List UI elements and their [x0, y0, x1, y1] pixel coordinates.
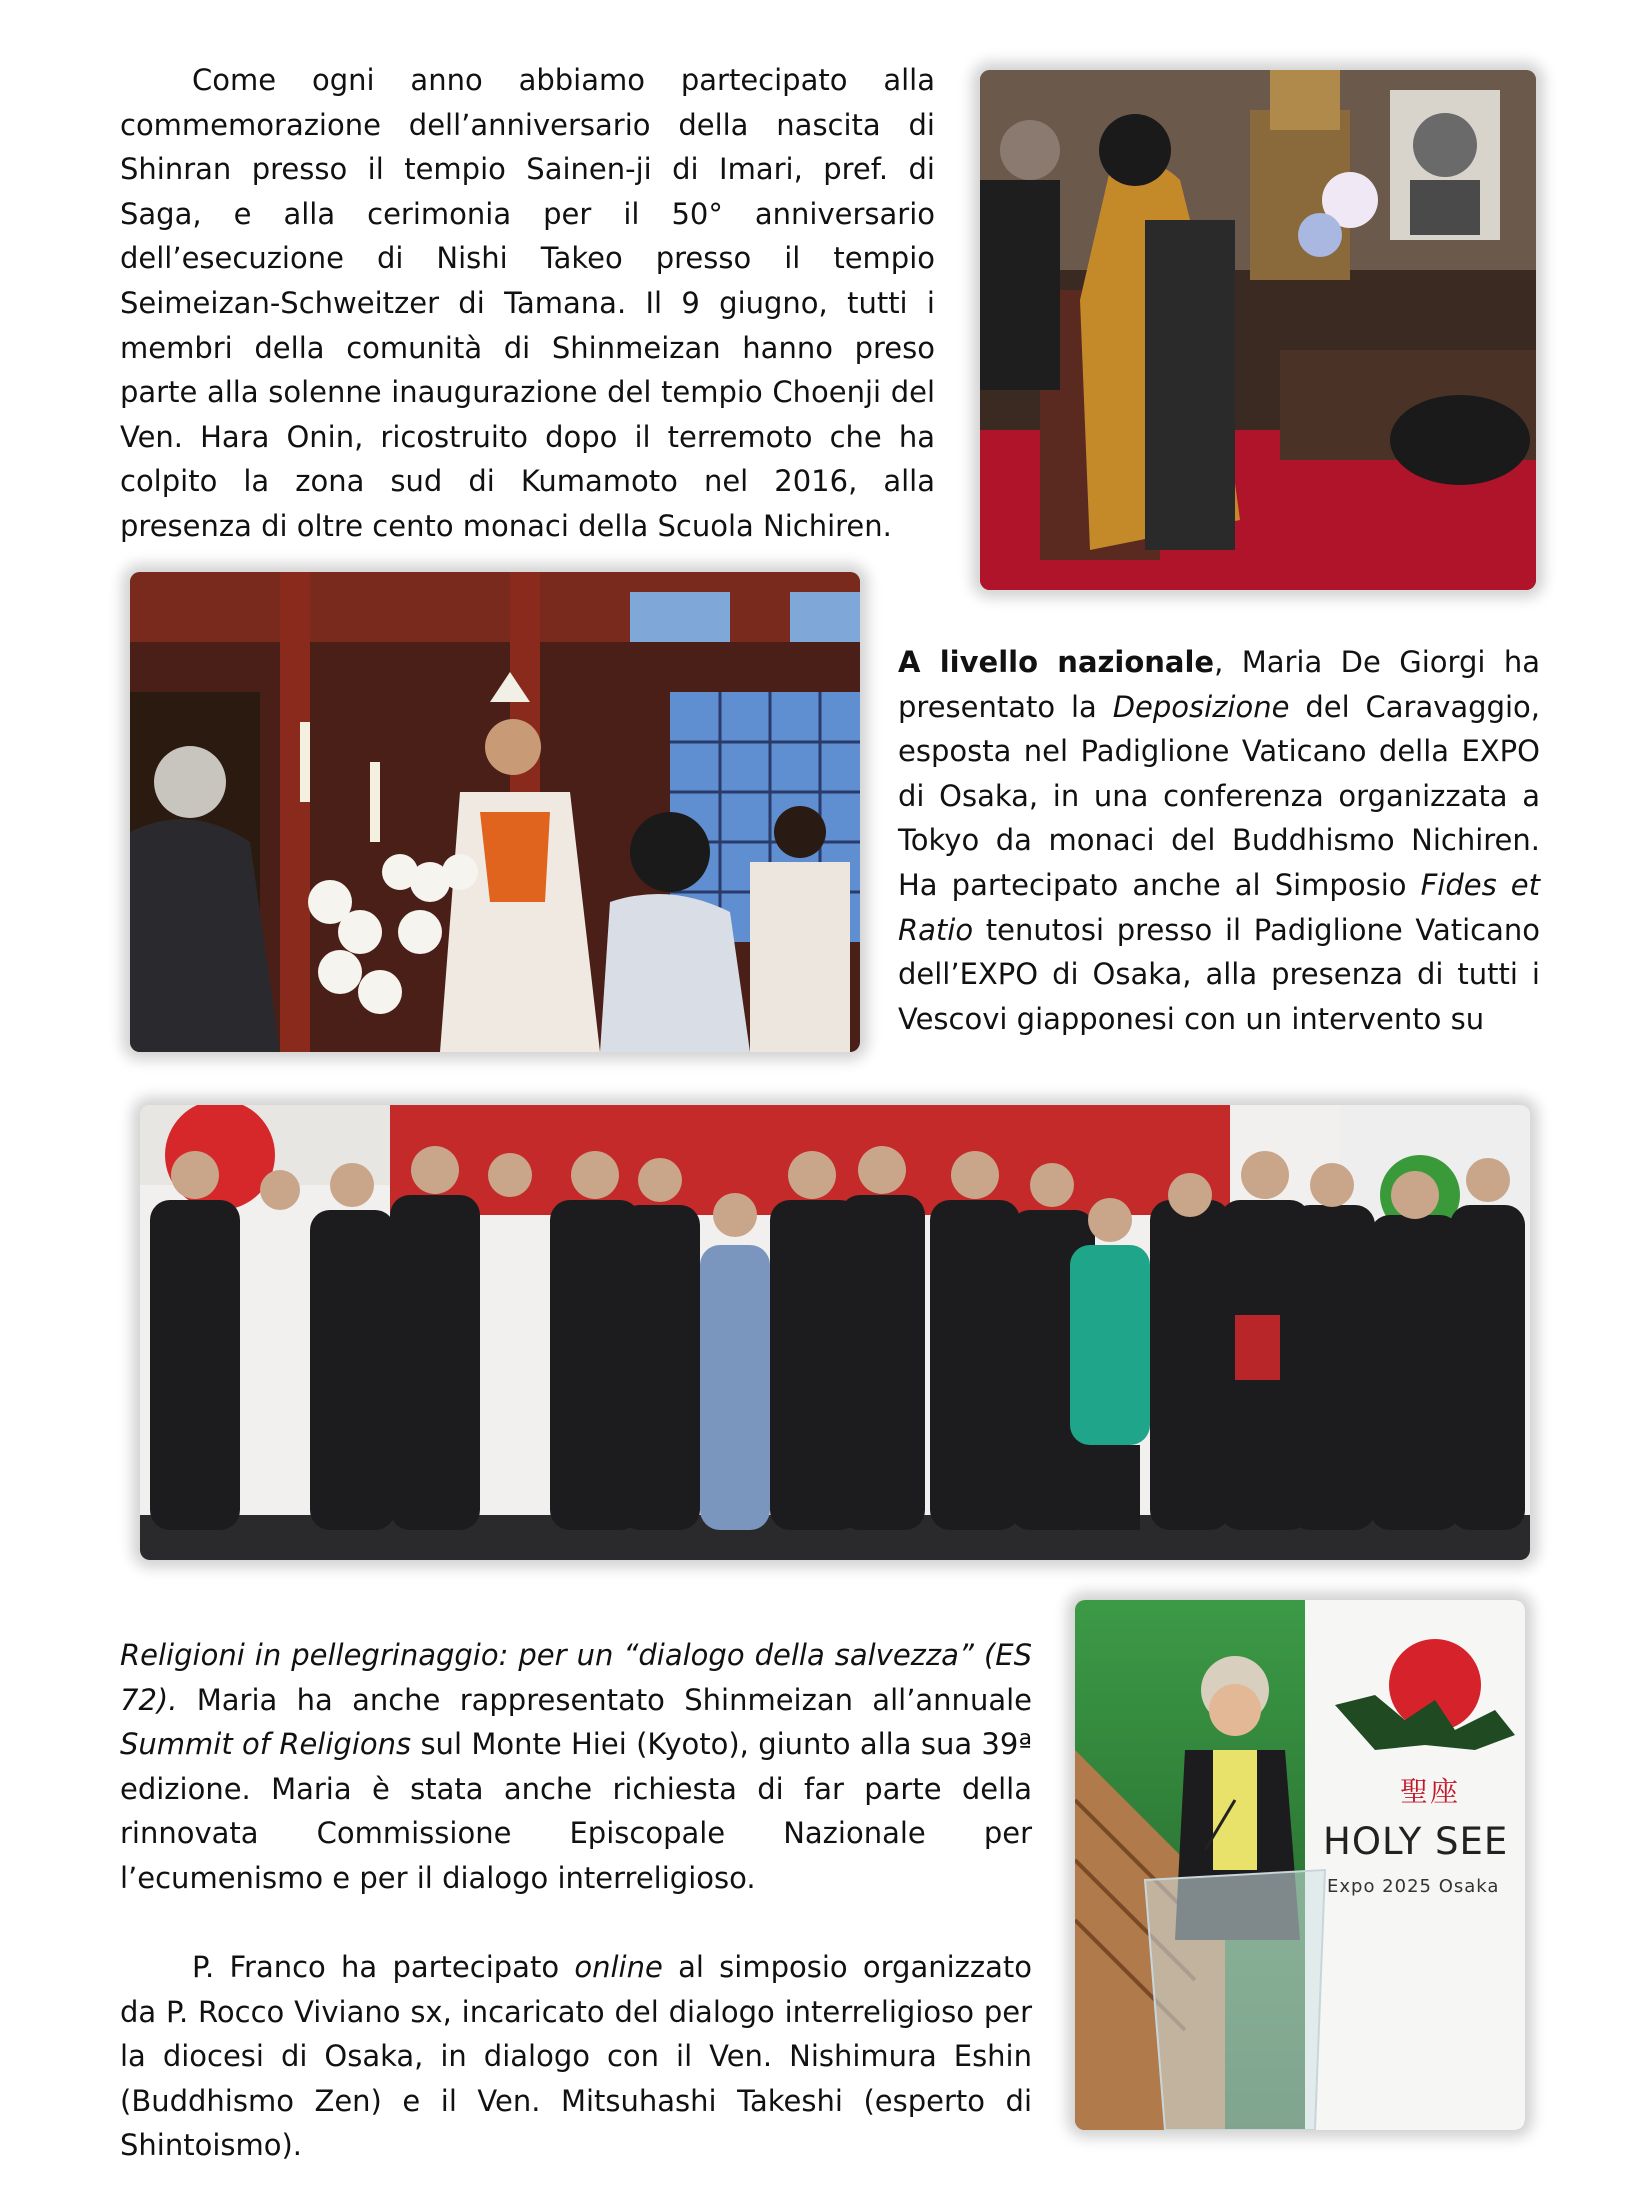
photo-holy-see-speaker [1075, 1600, 1525, 2130]
paragraph-national-level [898, 640, 1540, 1041]
paragraph-emphasis: Religioni in pellegrinaggio: per un “dialogo della salvezza” (ES 72). [120, 1638, 1032, 1717]
paragraph-text: tenutosi presso il Padiglione Vaticano dell’EXPO di Osaka, alla presenza di tutti i Vescovi giapponesi con un intervento su [898, 912, 1540, 1036]
paragraph-text: Come ogni anno abbiamo partecipato alla commemorazione dell’anniversario della nascita di Shinran presso il tempio Sainen-ji di Imari, pref. di Saga, e alla cerimonia per il 50° anniversario dell’esecuzione di Nishi Takeo presso il tempio Seimeizan-Schweitzer di Tamana. Il 9 giugno, tutti i membri della comunità di Shinmeizan hanno preso parte alla solenne inaugurazione del tempio Choenji del Ven. Hara Onin, ricostruito dopo il terremoto che ha colpito la zona sud di Kumamoto nel 2016, alla presenza di oltre cento monaci della Scuola Nichiren. [120, 63, 935, 543]
paragraph-text: , Maria De Giorgi ha presentato la [898, 645, 1540, 724]
paragraph-lead: A livello nazionale [898, 645, 1215, 679]
paragraph-text: al simposio organizzato da P. Rocco Viviano sx, incaricato del dialogo interreligioso per la diocesi di Osaka, in dialogo con il Ven. Nishimura Eshin (Buddhismo Zen) e il Ven. Mitsuhashi Takeshi (esperto di Shintoismo). [120, 1950, 1033, 2163]
signage-holy-see: HOLY SEE [1323, 1820, 1509, 1863]
paragraph-religions-pilgrimage [120, 1633, 1032, 1901]
paragraph-text: del Caravaggio, esposta nel Padiglione Vaticano della EXPO di Osaka, in una conferenza organizzata a Tokyo da monaci del Buddhismo Nichiren. Ha partecipato anche al Simposio [898, 689, 1540, 902]
paragraph-franco-symposium [120, 1945, 1032, 2168]
signage-expo: Expo 2025 Osaka [1327, 1876, 1500, 1897]
signage-kanji: 聖座 [1400, 1775, 1461, 1808]
photo-temple-inauguration [130, 572, 860, 1052]
photo-group-symposium [140, 1105, 1530, 1560]
photo-memorial-ceremony [980, 70, 1536, 590]
paragraph-text: sul Monte Hiei (Kyoto), giunto alla sua 39ª edizione. Maria è stata anche richiesta di far parte della rinnovata Commissione Episcopale Nazionale per l’ecumenismo e per il dialogo interreligioso. [120, 1727, 1032, 1895]
paragraph-text: P. Franco ha partecipato [192, 1950, 575, 1984]
paragraph-text: Maria ha anche rappresentato Shinmeizan all’annuale [177, 1682, 1032, 1717]
paragraph-emphasis: Deposizione [1112, 689, 1290, 724]
paragraph-emphasis: Fides et Ratio [898, 867, 1540, 947]
paragraph-emphasis: Summit of Religions [120, 1727, 412, 1762]
paragraph-shinran-commemoration [120, 58, 935, 549]
paragraph-emphasis: online [574, 1950, 663, 1984]
